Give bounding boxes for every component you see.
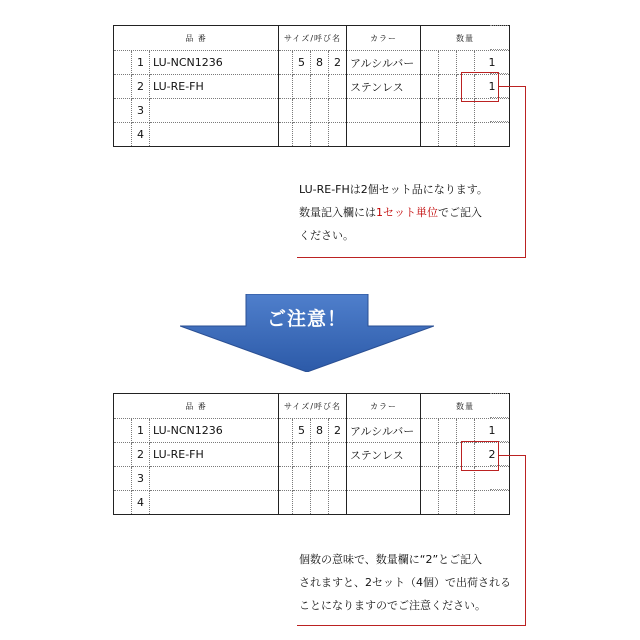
size-digit-cell: 2 (329, 419, 347, 443)
part-number-cell (150, 491, 279, 515)
table-row (114, 419, 510, 443)
quantity-digit-cell (439, 443, 457, 467)
row-gutter (114, 443, 132, 467)
note-line: LU-RE-FHは2個セット品になります。 (299, 183, 488, 196)
row-number: 1 (132, 419, 150, 443)
callout-line (498, 455, 525, 456)
note-text: でご記入 (438, 206, 482, 219)
size-header: サイズ/呼び名 (279, 26, 347, 51)
quantity-digit-cell (421, 419, 439, 443)
table-row (114, 491, 510, 515)
quantity-header: 数量 (421, 26, 510, 51)
note-quantity-caution (299, 548, 511, 617)
size-digit-cell (311, 467, 329, 491)
quantity-cell (475, 123, 510, 147)
size-digit-cell (311, 443, 329, 467)
part-number-cell: LU-NCN1236 (150, 51, 279, 75)
form-header-row (114, 394, 510, 419)
quantity-cell: 1 (475, 51, 510, 75)
color-cell (347, 467, 421, 491)
quantity-cell (475, 491, 510, 515)
quantity-digit-cell (439, 75, 457, 99)
quantity-digit-cell (421, 443, 439, 467)
color-cell: アルシルバー (347, 51, 421, 75)
part-number-cell (150, 123, 279, 147)
quantity-digit-cell (439, 467, 457, 491)
row-gutter (114, 51, 132, 75)
table-row (114, 467, 510, 491)
quantity-header: 数量 (421, 394, 510, 419)
form-gridline-extension (490, 25, 508, 26)
size-cell (279, 419, 293, 443)
part-number-cell: LU-NCN1236 (150, 419, 279, 443)
row-gutter (114, 123, 132, 147)
note-two-piece-set (299, 178, 488, 247)
quantity-digit-cell (439, 419, 457, 443)
note-line (299, 201, 488, 224)
table-row (114, 75, 510, 99)
quantity-cell (475, 99, 510, 123)
part-number-cell (150, 467, 279, 491)
color-cell: ステンレス (347, 443, 421, 467)
quantity-digit-cell (421, 491, 439, 515)
note-text: 数量記入欄には (299, 206, 376, 219)
note-highlight: 1セット単位 (376, 206, 438, 219)
quantity-digit-cell (421, 123, 439, 147)
size-digit-cell (311, 491, 329, 515)
quantity-cell: 2 (475, 443, 510, 467)
size-digit-cell (293, 75, 311, 99)
form-header-row (114, 26, 510, 51)
quantity-highlight-box (461, 441, 499, 471)
color-header: カラー (347, 26, 421, 51)
size-digit-cell (293, 491, 311, 515)
quantity-digit-cell (457, 419, 475, 443)
color-cell (347, 123, 421, 147)
size-digit-cell (311, 123, 329, 147)
form-gridline-extension (490, 393, 508, 394)
quantity-digit-cell (421, 467, 439, 491)
row-number: 4 (132, 123, 150, 147)
row-number: 2 (132, 75, 150, 99)
size-digit-cell (293, 123, 311, 147)
quantity-digit-cell (439, 51, 457, 75)
note-line: ください。 (299, 229, 354, 242)
quantity-digit-cell (457, 491, 475, 515)
table-row (114, 123, 510, 147)
table-row (114, 443, 510, 467)
size-digit-cell (329, 491, 347, 515)
part-number-cell: LU-RE-FH (150, 75, 279, 99)
color-cell (347, 99, 421, 123)
callout-line (498, 86, 525, 87)
row-number: 3 (132, 99, 150, 123)
caution-label: ご注意！ (266, 308, 347, 330)
caution-arrow (180, 294, 434, 372)
size-cell (279, 443, 293, 467)
callout-line (297, 625, 526, 626)
part-number-cell: LU-RE-FH (150, 443, 279, 467)
size-digit-cell (329, 99, 347, 123)
form-gridline-extension (490, 417, 508, 418)
size-digit-cell: 8 (311, 51, 329, 75)
callout-line (525, 455, 526, 625)
table-row (114, 99, 510, 123)
size-digit-cell (329, 75, 347, 99)
quantity-digit-cell (457, 51, 475, 75)
quantity-digit-cell (421, 51, 439, 75)
form-gridline-extension (490, 121, 508, 122)
quantity-digit-cell (421, 75, 439, 99)
color-header: カラー (347, 394, 421, 419)
row-number: 1 (132, 51, 150, 75)
quantity-cell: 1 (475, 419, 510, 443)
order-form-after (113, 393, 510, 515)
callout-line (297, 257, 526, 258)
size-digit-cell: 2 (329, 51, 347, 75)
size-digit-cell (293, 467, 311, 491)
quantity-digit-cell (439, 99, 457, 123)
row-gutter (114, 75, 132, 99)
color-cell: ステンレス (347, 75, 421, 99)
form-gridline-extension (490, 489, 508, 490)
form-gridline-extension (490, 49, 508, 50)
order-form-before (113, 25, 510, 147)
row-number: 3 (132, 467, 150, 491)
row-number: 2 (132, 443, 150, 467)
size-digit-cell (329, 467, 347, 491)
table-row (114, 51, 510, 75)
quantity-highlight-box (461, 72, 499, 102)
size-digit-cell (311, 75, 329, 99)
size-cell (279, 467, 293, 491)
size-digit-cell (329, 123, 347, 147)
size-digit-cell (293, 99, 311, 123)
color-cell: アルシルバー (347, 419, 421, 443)
part-number-header: 品 番 (114, 26, 279, 51)
row-gutter (114, 419, 132, 443)
part-number-header: 品 番 (114, 394, 279, 419)
size-digit-cell: 8 (311, 419, 329, 443)
part-number-cell (150, 99, 279, 123)
size-digit-cell (329, 443, 347, 467)
row-number: 4 (132, 491, 150, 515)
quantity-digit-cell (439, 123, 457, 147)
note-line: ことになりますのでご注意ください。 (299, 599, 486, 612)
size-cell (279, 123, 293, 147)
color-cell (347, 491, 421, 515)
note-line: 個数の意味で、数量欄に“2”とご記入 (299, 553, 483, 566)
quantity-digit-cell (439, 491, 457, 515)
size-digit-cell (293, 443, 311, 467)
size-cell (279, 51, 293, 75)
quantity-digit-cell (421, 99, 439, 123)
callout-line (525, 86, 526, 257)
size-digit-cell (311, 99, 329, 123)
note-line: されますと、2セット（4個）で出荷される (299, 576, 511, 589)
size-header: サイズ/呼び名 (279, 394, 347, 419)
row-gutter (114, 467, 132, 491)
size-digit-cell: 5 (293, 419, 311, 443)
row-gutter (114, 491, 132, 515)
quantity-cell: 1 (475, 75, 510, 99)
quantity-digit-cell (457, 99, 475, 123)
row-gutter (114, 99, 132, 123)
size-cell (279, 75, 293, 99)
quantity-digit-cell (457, 123, 475, 147)
size-cell (279, 99, 293, 123)
size-cell (279, 491, 293, 515)
size-digit-cell: 5 (293, 51, 311, 75)
